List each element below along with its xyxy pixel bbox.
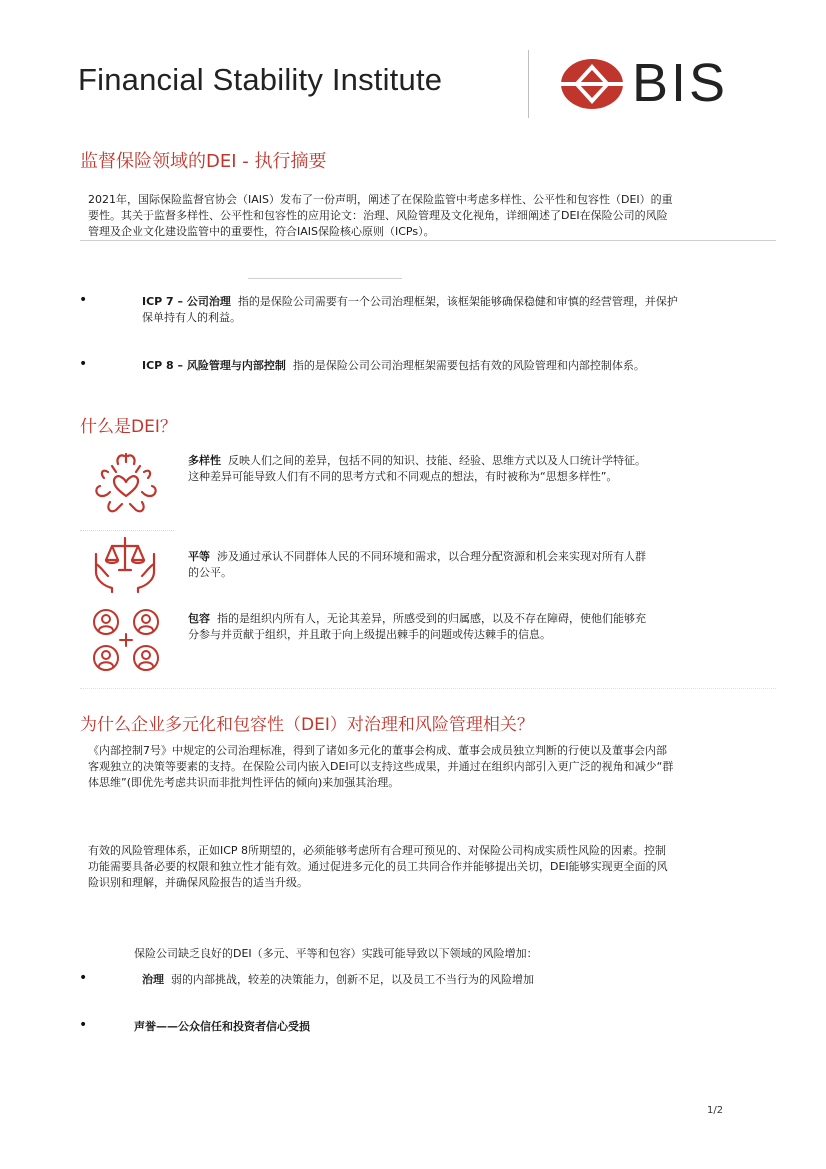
risk-governance-text: 弱的内部挑战，较差的决策能力，创新不足，以及员工不当行为的风险增加 bbox=[171, 973, 534, 986]
equity-scales-icon bbox=[90, 534, 160, 594]
risk-intro: 保险公司缺乏良好的DEI（多元、平等和包容）实践可能导致以下领域的风险增加： bbox=[134, 947, 538, 960]
icon-separator-1 bbox=[80, 530, 174, 532]
inclusion-line-2: 分参与并贡献于组织，并且敢于向上级提出棘手的问题或传达棘手的信息。 bbox=[188, 628, 551, 641]
fsi-title: Financial Stability Institute bbox=[78, 62, 443, 97]
why-dei-heading: 为什么企业多元化和包容性（DEI）对治理和风险管理相关？ bbox=[80, 715, 534, 735]
bullet-risk-reputation: • bbox=[79, 1017, 88, 1033]
risk-reputation-term: 声誉——公众信任和投资者信心受损 bbox=[134, 1020, 310, 1033]
equity-line-1 bbox=[188, 549, 646, 565]
what-is-dei-heading: 什么是DEI？ bbox=[80, 417, 177, 437]
why-para1-line-2: 客观独立的决策等要素的支持。在保险公司内嵌入DEI可以支持这些成果，并通过在组织内部引入更广泛的视角和减少“群 bbox=[88, 760, 674, 773]
icp7-line-2: 保单持有人的利益。 bbox=[142, 311, 241, 324]
intro-line-3: 管理及企业文化建设监管中的重要性，符合IAIS保险核心原则（ICPs）。 bbox=[88, 225, 435, 238]
diversity-line-1 bbox=[188, 453, 646, 469]
intro-line-1: 2021年，国际保险监督官协会（IAIS）发布了一份声明，阐述了在保险监管中考虑多样性、公平性和包容性（DEI）的重 bbox=[88, 193, 673, 206]
icp8-line-1 bbox=[142, 358, 645, 374]
risk-reputation-line bbox=[134, 1019, 310, 1035]
icp8-term: ICP 8 – 风险管理与内部控制 bbox=[142, 359, 286, 372]
inclusion-term: 包容 bbox=[188, 612, 210, 625]
icp8-text-1: 指的是保险公司公司治理框架需要包括有效的风险管理和内部控制体系。 bbox=[292, 359, 645, 372]
why-para2-line-3: 险识别和理解，并确保风险报告的适当升级。 bbox=[88, 876, 308, 889]
icp7-text-1: 指的是保险公司需要有一个公司治理框架，该框架能够确保稳健和审慎的经营管理，并保护 bbox=[237, 295, 678, 308]
why-para2-line-1: 有效的风险管理体系，正如ICP 8所期望的，必须能够考虑所有合理可预见的、对保险公司构成实质性风险的因素。控制 bbox=[88, 844, 667, 857]
inclusion-people-icon bbox=[92, 608, 160, 672]
intro-line-2: 要性。其关于监督多样性、公平性和包容性的应用论文：治理、风险管理及文化视角，详细阐述了DEI在保险公司的风险 bbox=[88, 209, 668, 222]
diversity-text-1: 反映人们之间的差异，包括不同的知识、技能、经验、思维方式以及人口统计学特征。 bbox=[228, 454, 646, 467]
section-rule bbox=[80, 688, 776, 690]
short-rule bbox=[248, 278, 402, 279]
equity-text-1: 涉及通过承认不同群体人民的不同环境和需求，以合理分配资源和机会来实现对所有人群 bbox=[217, 550, 646, 563]
why-para1-line-1: 《内部控制7号》中规定的公司治理标准，得到了诸如多元化的董事会构成、董事会成员独立判断的行使以及董事会内部 bbox=[88, 744, 667, 757]
why-para1-line-3: 体思维”(即优先考虑共识而非批判性评估的倾向)来加强其治理。 bbox=[88, 776, 400, 789]
page-title: 监督保险领域的DEI - 执行摘要 bbox=[80, 151, 327, 172]
bullet-icp8: • bbox=[79, 356, 88, 372]
intro-rule bbox=[80, 240, 776, 241]
equity-line-2: 的公平。 bbox=[188, 566, 232, 579]
risk-governance-term: 治理 bbox=[142, 973, 164, 986]
bis-logo-icon bbox=[560, 58, 624, 110]
equity-term: 平等 bbox=[188, 550, 210, 563]
icp7-line-1 bbox=[142, 294, 678, 310]
diversity-icon bbox=[88, 450, 164, 520]
why-para2-line-2: 功能需要具备必要的权限和独立性才能有效。通过促进多元化的员工共同合作并能够提出关切，DEI能够实现更全面的风 bbox=[88, 860, 668, 873]
inclusion-text-1: 指的是组织内所有人，无论其差异，所感受到的归属感，以及不存在障碍，使他们能够充 bbox=[217, 612, 646, 625]
icp7-term: ICP 7 – 公司治理 bbox=[142, 295, 231, 308]
inclusion-line-1 bbox=[188, 611, 646, 627]
bis-wordmark: BIS bbox=[632, 53, 729, 113]
bullet-risk-governance: • bbox=[79, 970, 88, 986]
bullet-icp7: • bbox=[79, 292, 88, 308]
diversity-line-2: 这种差异可能导致人们有不同的思考方式和不同观点的想法，有时被称为“思想多样性”。 bbox=[188, 470, 618, 483]
header-divider bbox=[528, 50, 529, 118]
risk-governance-line bbox=[142, 972, 534, 988]
page-number: 1/2 bbox=[707, 1105, 724, 1116]
diversity-term: 多样性 bbox=[188, 454, 221, 467]
